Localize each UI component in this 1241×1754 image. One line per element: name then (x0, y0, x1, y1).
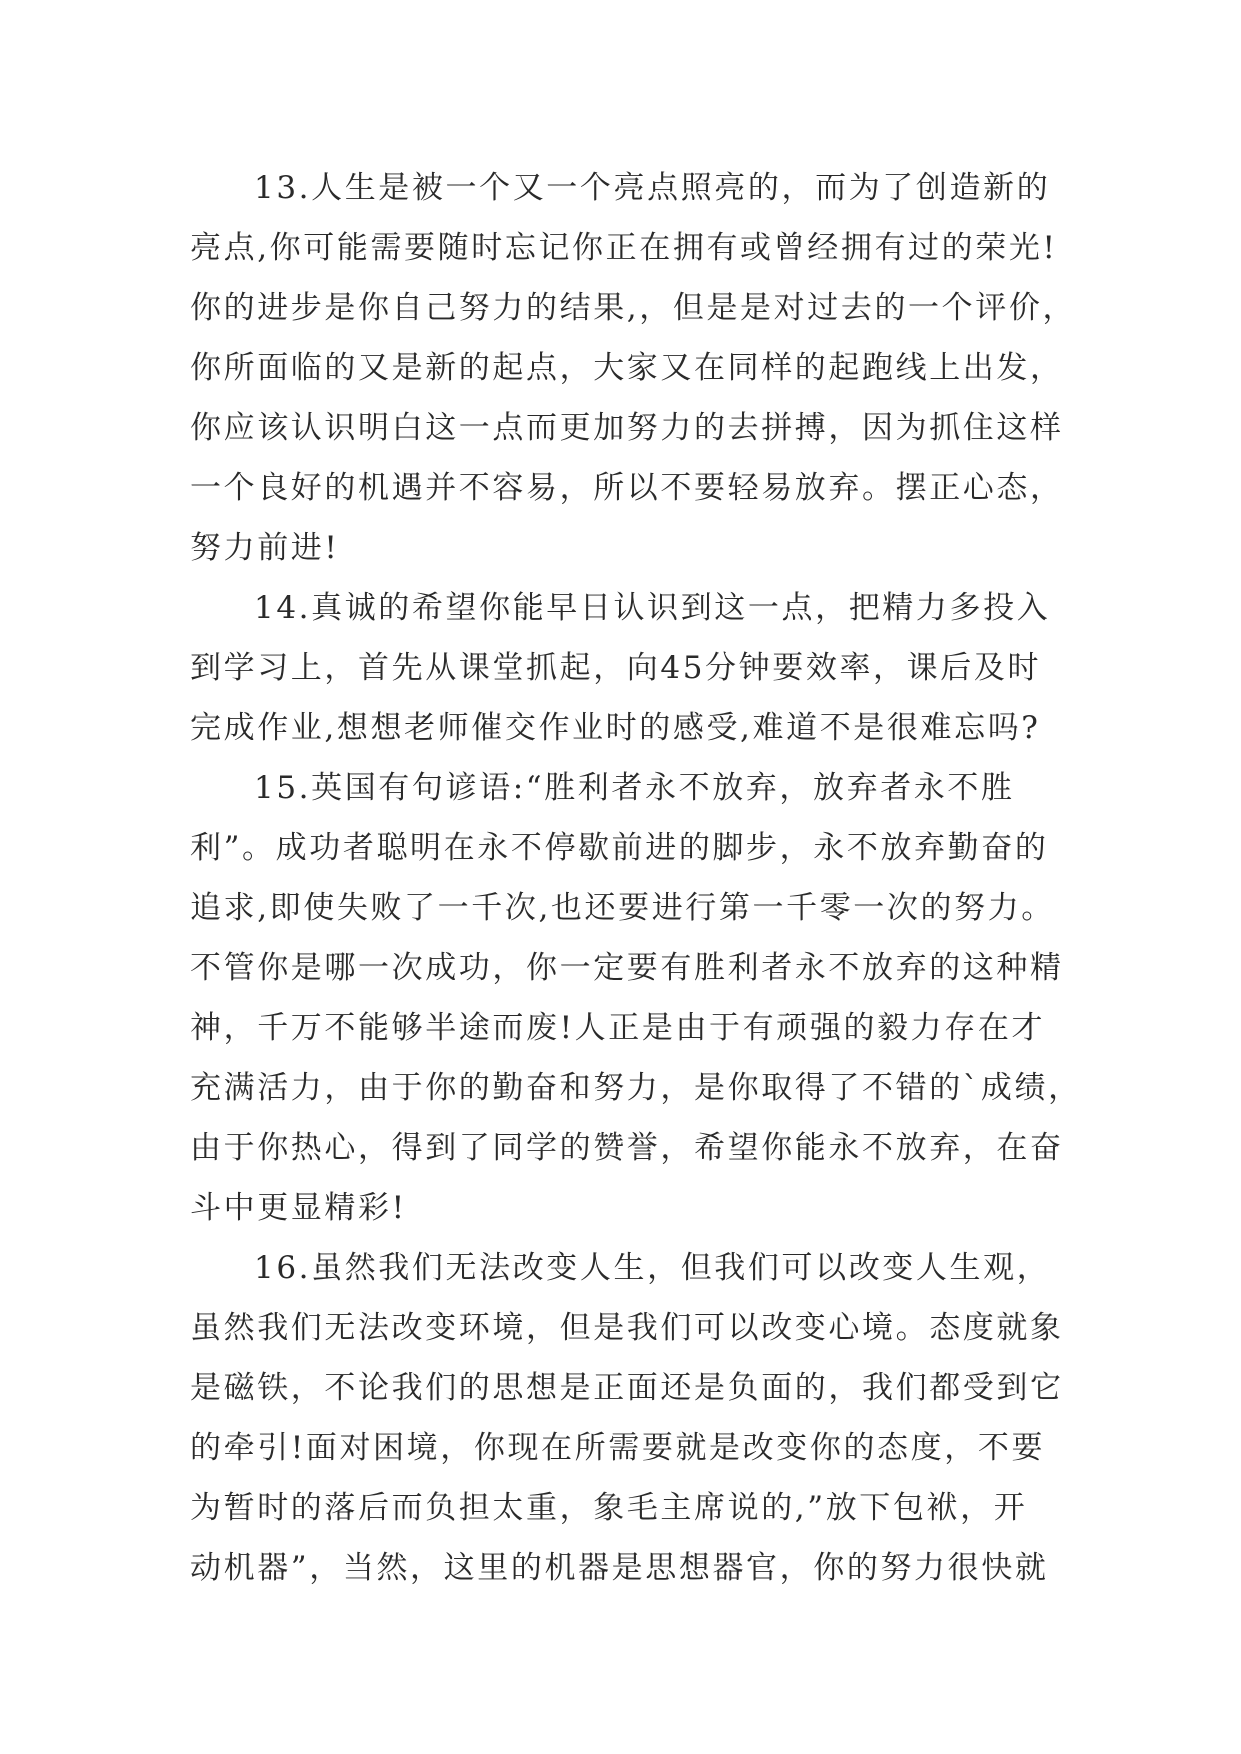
paragraph-line: 利”。成功者聪明在永不停歇前进的脚步，永不放弃勤奋的 (190, 830, 1049, 866)
paragraph-line: 充满活力，由于你的勤奋和努力，是你取得了不错的`成绩， (190, 1070, 1082, 1106)
paragraph-line: 是磁铁，不论我们的思想是正面还是负面的，我们都受到它 (190, 1370, 1064, 1406)
body-text (190, 158, 1082, 1598)
paragraph-line: 由于你热心，得到了同学的赞誉，希望你能永不放弃，在奋 (190, 1130, 1064, 1166)
paragraph-line: 亮点,你可能需要随时忘记你正在拥有或曾经拥有过的荣光! (190, 230, 1058, 266)
paragraph-line: 虽然我们无法改变环境，但是我们可以改变心境。态度就象 (190, 1310, 1064, 1346)
paragraph-15 (190, 758, 1082, 1238)
paragraph-line: 15.英国有句谚语:“胜利者永不放弃，放弃者永不胜 (254, 770, 1015, 806)
paragraph-line: 斗中更显精彩! (190, 1190, 407, 1226)
paragraph-16 (190, 1238, 1064, 1598)
paragraph-line: 不管你是哪一次成功，你一定要有胜利者永不放弃的这种精 (190, 950, 1064, 986)
paragraph-line: 一个良好的机遇并不容易，所以不要轻易放弃。摆正心态， (190, 470, 1064, 506)
paragraph-line: 你所面临的又是新的起点，大家又在同样的起跑线上出发， (190, 350, 1064, 386)
paragraph-line: 完成作业,想想老师催交作业时的感受,难道不是很难忘吗? (190, 710, 1041, 746)
paragraph-line: 追求,即使失败了一千次,也还要进行第一千零一次的努力。 (190, 890, 1055, 926)
paragraph-line: 到学习上，首先从课堂抓起，向45分钟要效率，课后及时 (190, 650, 1042, 686)
paragraph-line: 神，千万不能够半途而废!人正是由于有顽强的毅力存在才 (190, 1010, 1046, 1046)
paragraph-line: 16.虽然我们无法改变人生，但我们可以改变人生观， (254, 1250, 1051, 1286)
paragraph-line: 的牵引!面对困境，你现在所需要就是改变你的态度，不要 (190, 1430, 1046, 1466)
paragraph-13 (190, 158, 1077, 578)
paragraph-line: 动机器”，当然，这里的机器是思想器官，你的努力很快就 (190, 1550, 1049, 1586)
paragraph-line: 你的进步是你自己努力的结果,，但是是对过去的一个评价， (190, 290, 1077, 326)
paragraph-line: 14.真诚的希望你能早日认识到这一点，把精力多投入 (254, 590, 1051, 626)
paragraph-line: 13.人生是被一个又一个亮点照亮的，而为了创造新的 (254, 170, 1051, 206)
paragraph-line: 你应该认识明白这一点而更加努力的去拼搏，因为抓住这样 (190, 410, 1064, 446)
paragraph-14 (190, 578, 1050, 758)
paragraph-line: 为暂时的落后而负担太重，象毛主席说的,”放下包袱，开 (190, 1490, 1028, 1526)
paragraph-line: 努力前进! (190, 530, 340, 566)
